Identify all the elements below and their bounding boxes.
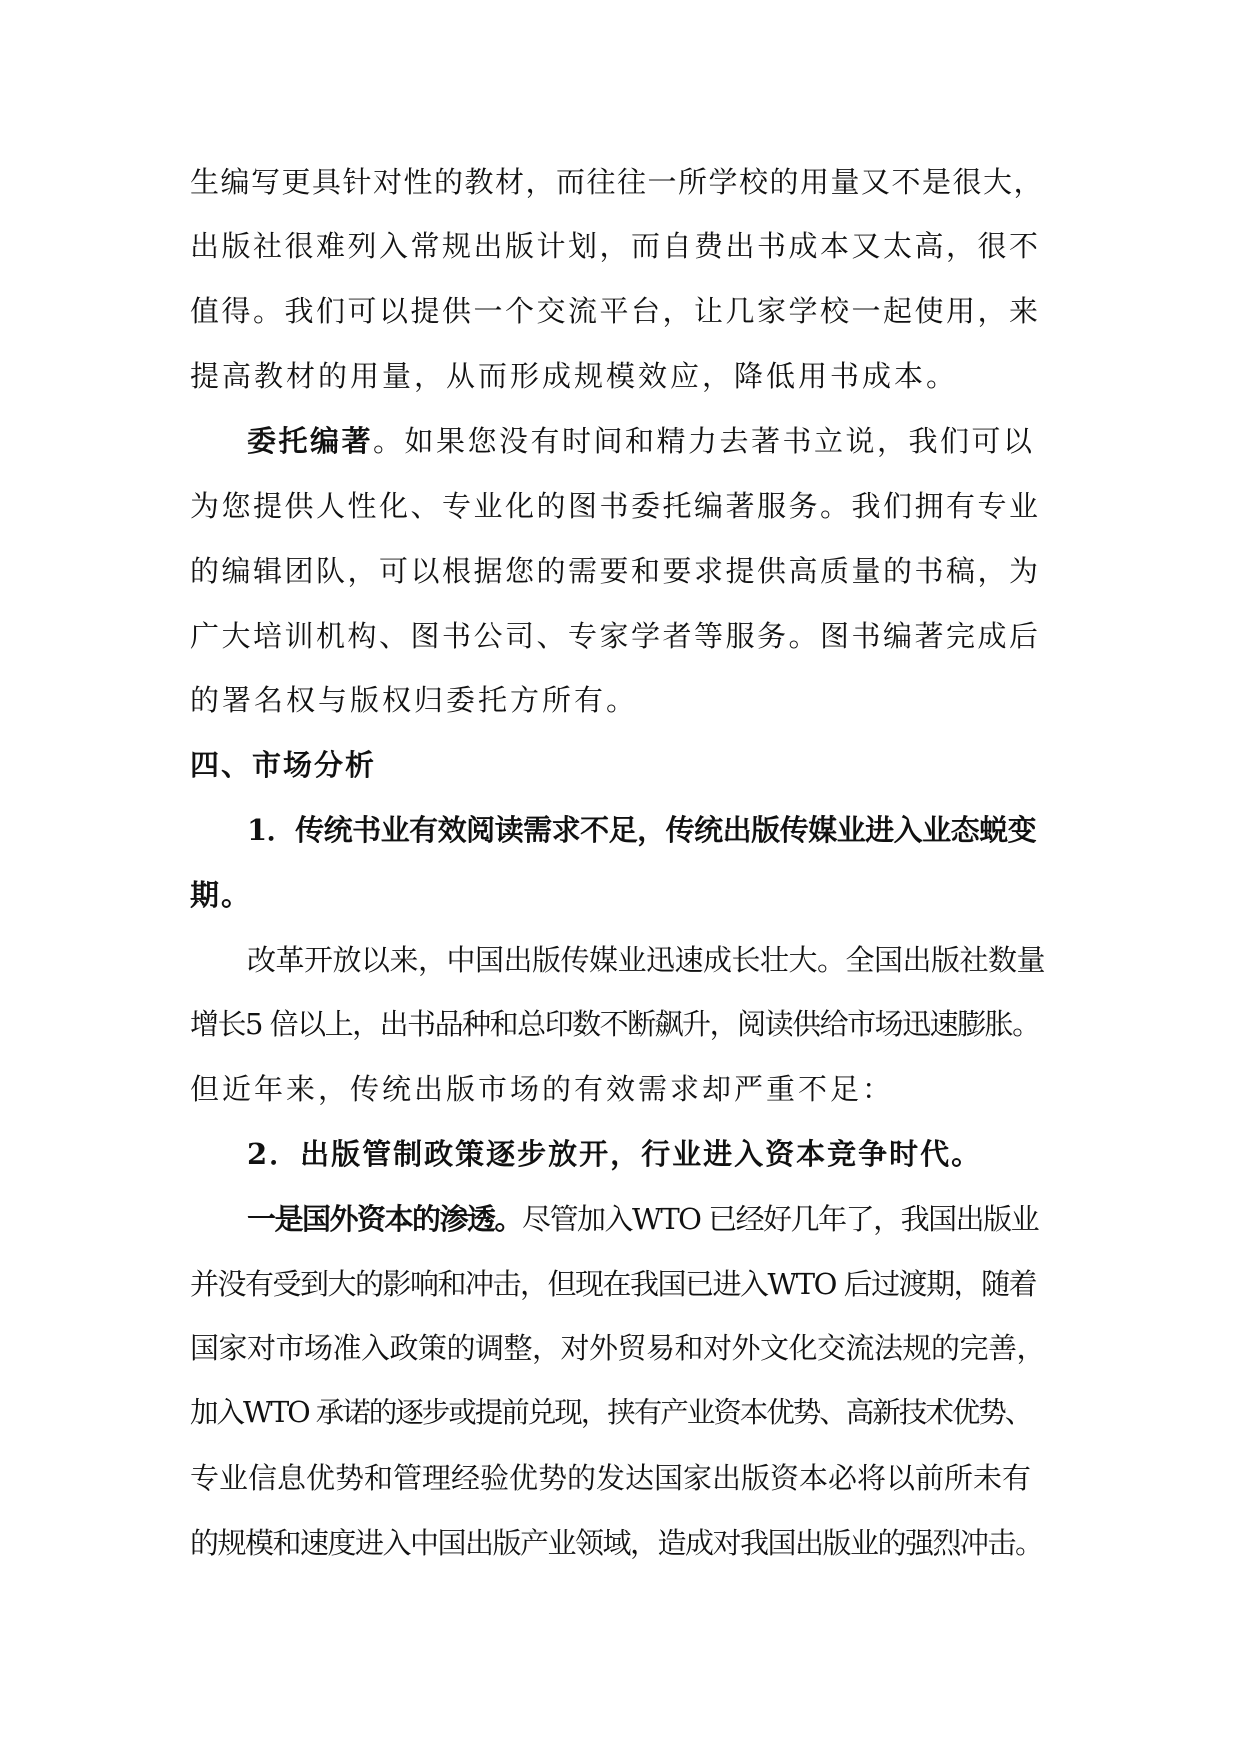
paragraph-line: 广大培训机构、图书公司、专家学者等服务。图书编著完成后 (190, 619, 1041, 653)
subheading: 1．传统书业有效阅读需求不足，传统出版传媒业进入业态蜕变 (247, 813, 1037, 847)
section-heading: 四、市场分析 (190, 748, 377, 782)
paragraph-text: 。如果您没有时间和精力去著书立说，我们可以 (373, 424, 1035, 458)
paragraph-line: 并没有受到大的影响和冲击，但现在我国已进入WTO 后过渡期，随着 (190, 1267, 1037, 1301)
paragraph-line: 的署名权与版权归委托方所有。 (190, 683, 639, 717)
paragraph-line: 专业信息优势和管理经验优势的发达国家出版资本必将以前所未有 (190, 1461, 1032, 1495)
paragraph-line: 生编写更具针对性的教材，而往往一所学校的用量又不是很大， (190, 165, 1045, 199)
paragraph-line: 提高教材的用量，从而形成规模效应，降低用书成本。 (190, 359, 959, 393)
subheading: 期。 (190, 878, 253, 912)
paragraph-line: 但近年来，传统出版市场的有效需求却严重不足： (190, 1072, 895, 1106)
paragraph-line: 出版社很难列入常规出版计划，而自费出书成本又太高，很不 (190, 229, 1041, 263)
paragraph-line: 为您提供人性化、专业化的图书委托编著服务。我们拥有专业 (190, 489, 1041, 523)
paragraph-line: 国家对市场准入政策的调整，对外贸易和对外文化交流法规的完善， (190, 1331, 1046, 1365)
paragraph-line: 加入WTO 承诺的逐步或提前兑现，挟有产业资本优势、高新技术优势、 (190, 1396, 1032, 1429)
paragraph-line: 增长5 倍以上，出书品种和总印数不断飙升，阅读供给市场迅速膨胀。 (190, 1007, 1040, 1041)
subheading: 2．出版管制政策逐步放开，行业进入资本竞争时代。 (247, 1137, 983, 1171)
paragraph-line: 的规模和速度进入中国出版产业领域，造成对我国出版业的强烈冲击。 (190, 1526, 1043, 1560)
paragraph-line: 值得。我们可以提供一个交流平台，让几家学校一起使用，来 (190, 294, 1041, 328)
paragraph-line (247, 1199, 1038, 1239)
paragraph-lead-term: 一是国外资本的渗透。 (247, 1202, 523, 1236)
paragraph-text: 尽管加入WTO 已经好几年了，我国出版业 (522, 1202, 1039, 1236)
paragraph-lead-term: 委托编著 (247, 424, 374, 458)
paragraph-line: 的编辑团队，可以根据您的需要和要求提供高质量的书稿，为 (190, 554, 1041, 588)
paragraph-line (247, 421, 1035, 461)
paragraph-line: 改革开放以来，中国出版传媒业迅速成长壮大。全国出版社数量 (247, 943, 1046, 977)
